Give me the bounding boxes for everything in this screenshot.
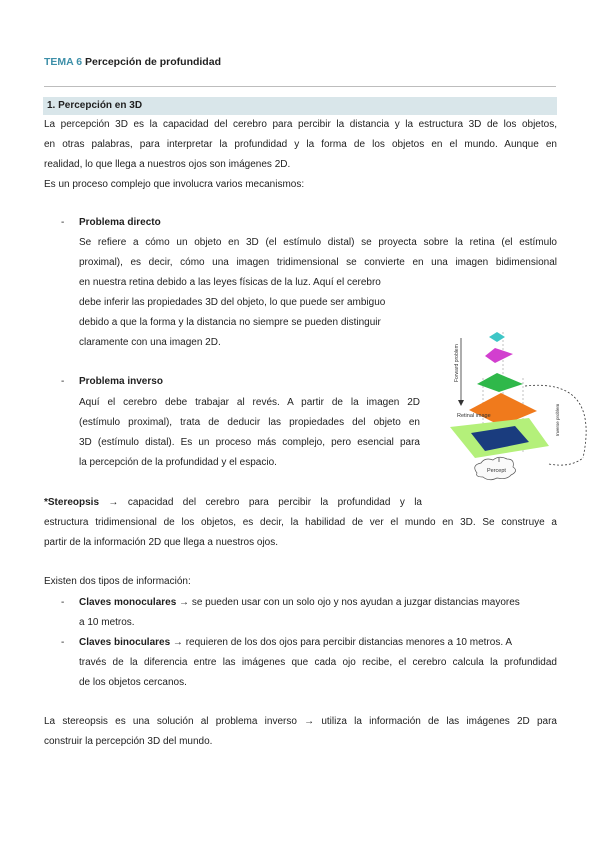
inverse-label: Inverse problem: [555, 403, 560, 436]
directo-line-6: claramente con una imagen 2D.: [79, 337, 221, 348]
layer-cyan: [489, 332, 505, 342]
conclusion-line-2: construir la percepción 3D del mundo.: [44, 736, 213, 747]
bullet-dash: -: [61, 376, 65, 387]
mono-line-2: a 10 metros.: [79, 617, 135, 628]
inverso-line-3: 3D (estímulo distal). Es un proceso más complejo, pero esencial para: [79, 437, 420, 448]
mono-rest: se pueden usar con un solo ojo y nos ayudan a juzgar distancias mayores: [189, 597, 520, 608]
directo-line-1: Se refiere a cómo un objeto en 3D (el estímulo distal) se proyecta sobre la retina (el estímulo: [79, 237, 557, 248]
intro-line-3: realidad, lo que llega a nuestros ojos son imágenes 2D.: [44, 159, 291, 170]
stereo-line-1: [44, 493, 422, 513]
mono-term: Claves monoculares →: [79, 597, 190, 608]
stereo-term: *Stereopsis: [44, 497, 100, 508]
intro-line-4: Es un proceso complejo que involucra varios mecanismos:: [44, 179, 305, 190]
forward-label: Forward problem: [454, 344, 460, 382]
tema-title: Percepción de profundidad: [85, 56, 221, 68]
bullet-dash: -: [61, 597, 65, 608]
bino-line-1: [79, 633, 557, 653]
percept-label: Percept: [487, 468, 506, 474]
stereo-line-3: partir de la información 2D que llega a nuestros ojos.: [44, 537, 279, 548]
bino-rest: requieren de los dos ojos para percibir distancias menores a 10 metros. A: [182, 637, 512, 648]
header-divider: [44, 86, 556, 87]
intro-line-1: La percepción 3D es la capacidad del cerebro para percibir la distancia y la estructura 3D de los objetos,: [44, 119, 557, 130]
stereo-line-2: estructura tridimensional de los objetos, es decir, la habilidad de ver el mundo en 3D. Se construye a: [44, 517, 557, 528]
directo-line-4: debe inferir las propiedades 3D del objeto, lo que puede ser ambiguo: [79, 297, 386, 308]
bullet-dash: -: [61, 217, 65, 228]
retinal-image-label: Retinal image: [457, 413, 491, 419]
directo-line-3: en nuestra retina debido a las leyes físicas de la luz. Aquí el cerebro: [79, 277, 381, 288]
layer-magenta: [485, 348, 513, 363]
directo-line-2: proximal), es decir, cómo una imagen tridimensional se convierte en una imagen bidimensional: [79, 257, 557, 268]
layer-green: [477, 373, 523, 392]
tema-label: TEMA 6: [44, 56, 83, 68]
inverso-heading: Problema inverso: [79, 376, 163, 387]
stereo-line-1-rest: → capacidad del cerebro para percibir la profundidad y la: [99, 497, 422, 508]
conclusion-line-1: La stereopsis es una solución al problema inverso → utiliza la información de las imágenes 2D para: [44, 716, 557, 727]
bino-term: Claves binoculares →: [79, 637, 183, 648]
inverse-path: [549, 458, 583, 465]
perception-pyramid-figure: [425, 318, 600, 496]
inverso-line-2: (estímulo proximal), trata de deducir las propiedades del objeto en: [79, 417, 420, 428]
directo-heading: Problema directo: [79, 217, 161, 228]
directo-line-5: debido a que la forma y la distancia no siempre se pueden distinguir: [79, 317, 381, 328]
bino-line-2: través de la diferencia entre las imágenes que cada ojo recibe, el cerebro calcula la profundidad: [79, 657, 557, 668]
tipos-intro: Existen dos tipos de información:: [44, 576, 191, 587]
bino-line-3: de los objetos cercanos.: [79, 677, 187, 688]
section-heading: 1. Percepción en 3D: [43, 97, 557, 115]
inverso-line-4: la percepción de la profundidad y el espacio.: [79, 457, 277, 468]
page-header: [44, 56, 221, 68]
forward-arrow-head-icon: [458, 400, 464, 406]
intro-line-2: en otras palabras, para interpretar la profundidad y la forma de los objetos en el mundo. Aunque en: [44, 139, 557, 150]
inverso-line-1: Aquí el cerebro debe trabajar al revés. A partir de la imagen 2D: [79, 397, 420, 408]
bullet-dash: -: [61, 637, 65, 648]
mono-line-1: [79, 593, 557, 613]
